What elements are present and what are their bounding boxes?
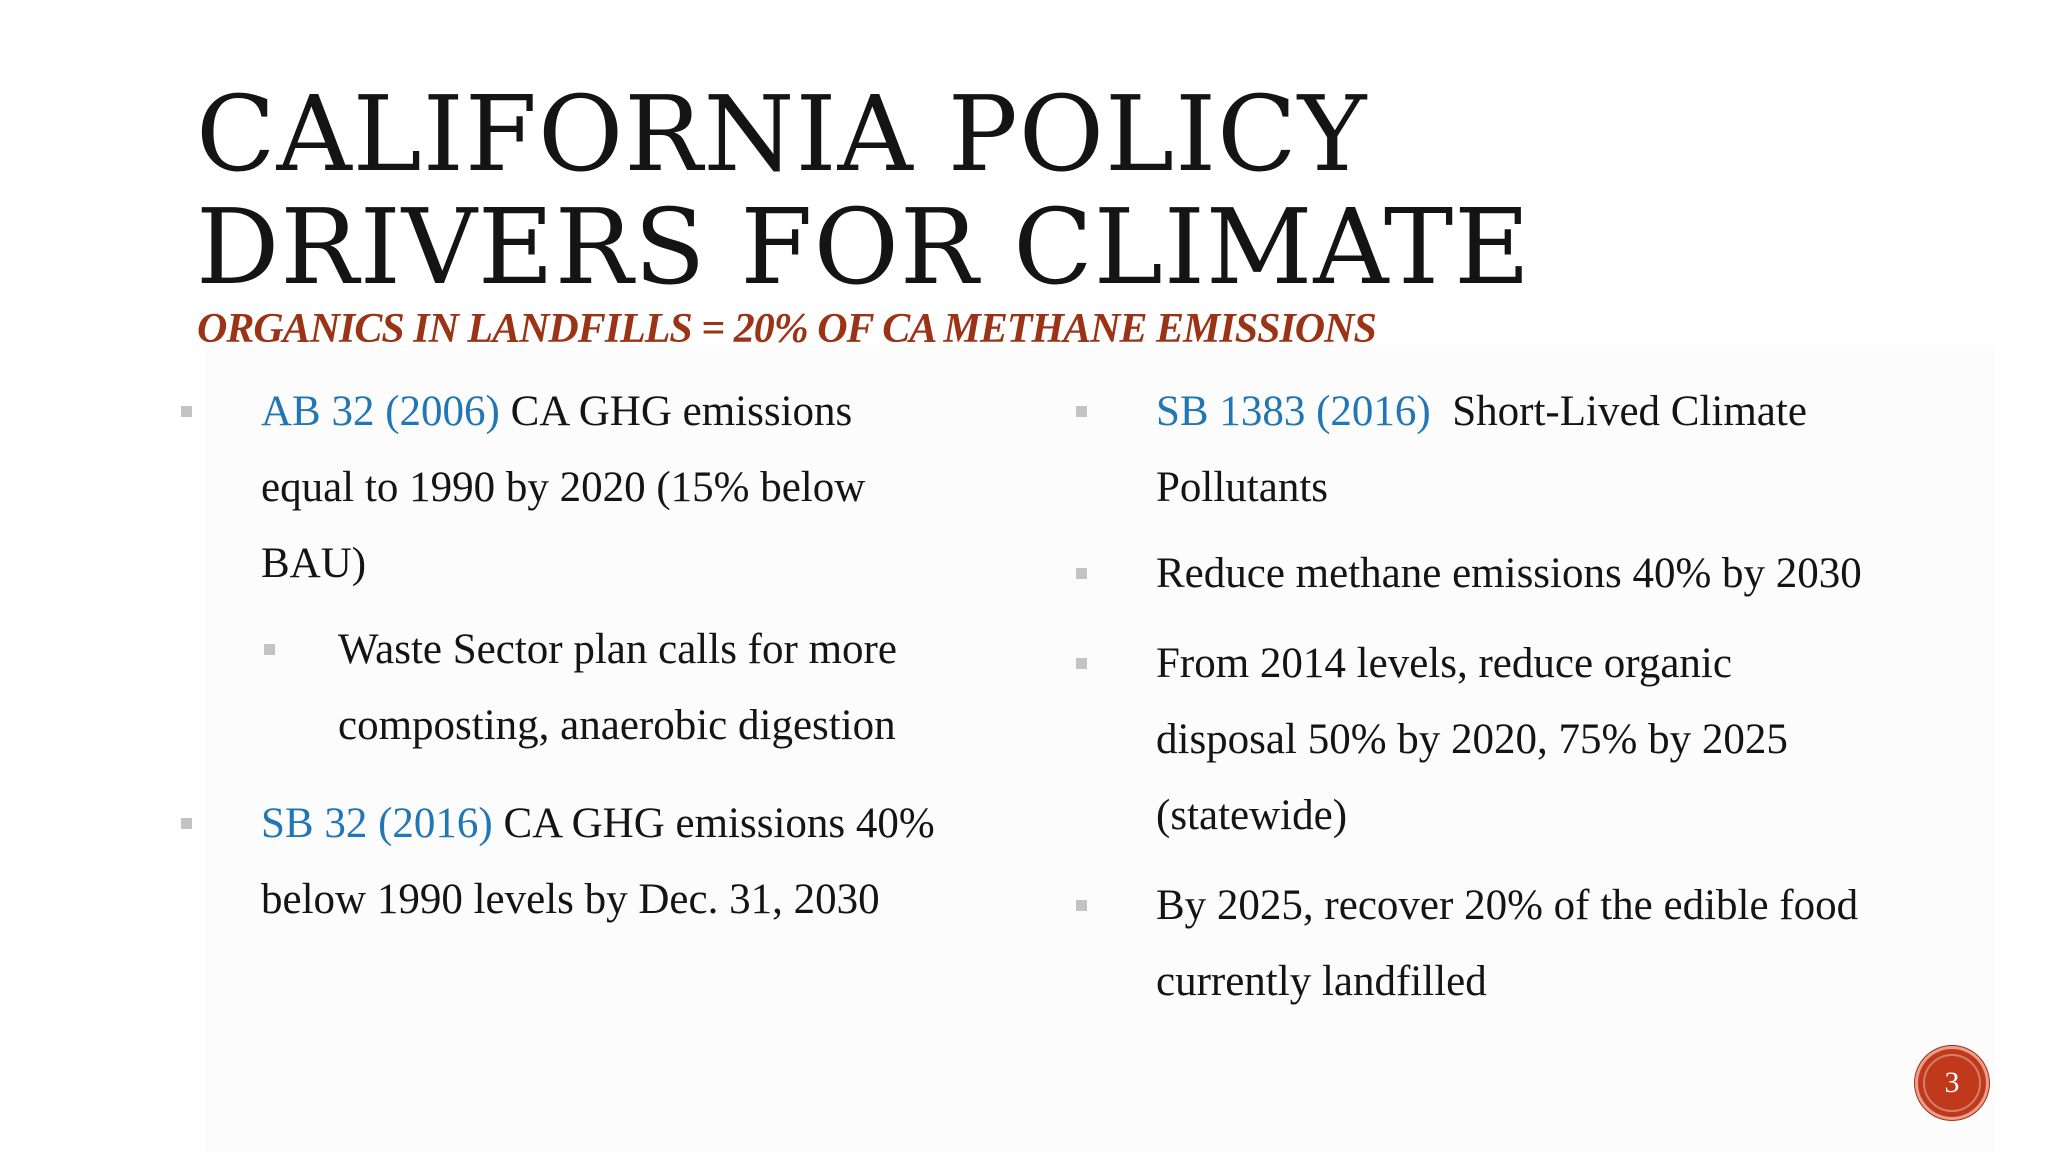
page-number: 3 <box>1944 1066 1960 1099</box>
bullet-text-sb1383: Short-Lived Climate Pollutants <box>1156 388 1818 511</box>
badge-ring-icon <box>1923 1054 1981 1112</box>
sub-bullet-text-edible-food: By 2025, recover 20% of the edible food currently landfilled <box>1156 882 1859 1005</box>
sub-bullet-text-reduce-methane: Reduce methane emissions 40% by 2030 <box>1156 550 1862 597</box>
sub-bullet-organic-disposal <box>1076 626 1876 854</box>
bullet-ab32 <box>181 374 941 602</box>
bullet-sb32 <box>181 786 941 938</box>
bill-name-sb32: SB 32 (2016) <box>261 800 493 847</box>
sub-bullet-edible-food <box>1076 868 1876 1020</box>
page-number-badge <box>1915 1046 1989 1120</box>
bullet-text-sb32: CA GHG emissions 40% below 1990 levels by Dec. 31, 2030 <box>261 800 935 923</box>
bullet-square-icon <box>264 644 275 655</box>
left-column <box>181 374 941 938</box>
bullet-sb1383 <box>1076 374 1876 526</box>
bullet-square-icon <box>1076 658 1087 669</box>
slide-title: CALIFORNIA POLICY DRIVERS FOR CLIMATE <box>196 73 1532 308</box>
bullet-square-icon <box>1076 568 1087 579</box>
bullet-square-icon <box>1076 900 1087 911</box>
slide-subtitle: ORGANICS IN LANDFILLS = 20% OF CA METHANE EMISSIONS <box>197 306 1376 352</box>
bullet-square-icon <box>181 818 192 829</box>
sub-bullet-reduce-methane <box>1076 536 1876 612</box>
right-column <box>1076 374 1876 1020</box>
sub-bullet-text-organic-disposal: From 2014 levels, reduce organic disposal 50% by 2020, 75% by 2025 (statewide) <box>1156 640 1788 839</box>
bullet-text-ab32: CA GHG emissions equal to 1990 by 2020 (15% below BAU) <box>261 388 866 587</box>
bullet-square-icon <box>1076 406 1087 417</box>
bill-name-ab32: AB 32 (2006) <box>261 388 500 435</box>
bill-name-sb1383: SB 1383 (2016) <box>1156 388 1431 435</box>
sub-bullet-text-waste-sector: Waste Sector plan calls for more composting, anaerobic digestion <box>338 626 897 749</box>
bullet-square-icon <box>181 406 192 417</box>
sub-bullet-waste-sector <box>181 612 941 764</box>
